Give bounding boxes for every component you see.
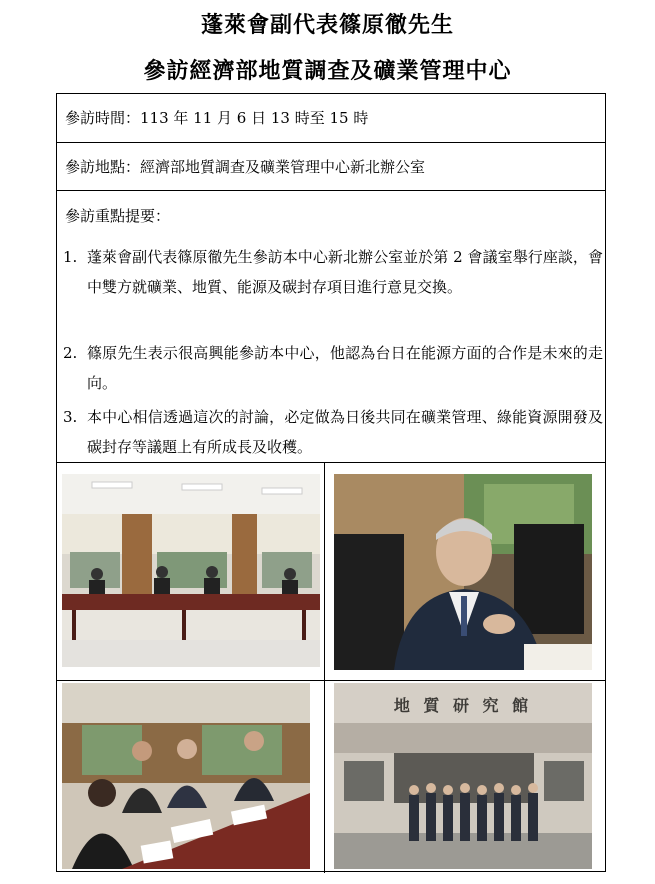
item-text: 篠原先生表示很高興能參訪本中心，他認為台日在能源方面的合作是未來的走向。 [87, 344, 603, 392]
visit-time-row [57, 94, 605, 143]
photo-meeting-room-wide [62, 474, 320, 667]
item-number: 2. [63, 344, 78, 362]
item-text: 蓬萊會副代表篠原徹先生參訪本中心新北辦公室並於第 2 會議室舉行座談，會中雙方就礦業、地質、能源及碳封存項目進行意見交換。 [87, 248, 603, 296]
item-number: 3. [63, 408, 78, 426]
document-title-line1: 蓬萊會副代表篠原徹先生 [200, 12, 454, 38]
report-table [56, 93, 606, 872]
visit-place-row [57, 143, 605, 191]
document-title-line2: 參訪經濟部地質調查及礦業管理中心 [143, 58, 512, 84]
visit-place-text: 參訪地點：經濟部地質調查及礦業管理中心新北辦公室 [65, 158, 426, 176]
points-heading: 參訪重點提要： [65, 207, 171, 225]
photo-table-discussion [62, 683, 310, 869]
photo-grid-divider-vertical [324, 463, 325, 873]
visit-points-section [57, 191, 605, 463]
item-text: 本中心相信透過這次的討論，必定做為日後共同在礦業管理、綠能資源開發及碳封存等議題上有所成長及收穫。 [87, 408, 603, 456]
photo-grid-divider-horizontal [57, 680, 605, 681]
photo-group-building [334, 683, 592, 869]
photo-speaker-closeup [334, 474, 592, 670]
item-number: 1. [63, 248, 78, 266]
building-sign-text: 地 質 研 究 館 [393, 696, 533, 715]
visit-time-text: 參訪時間：113 年 11 月 6 日 13 時至 15 時 [65, 109, 369, 127]
